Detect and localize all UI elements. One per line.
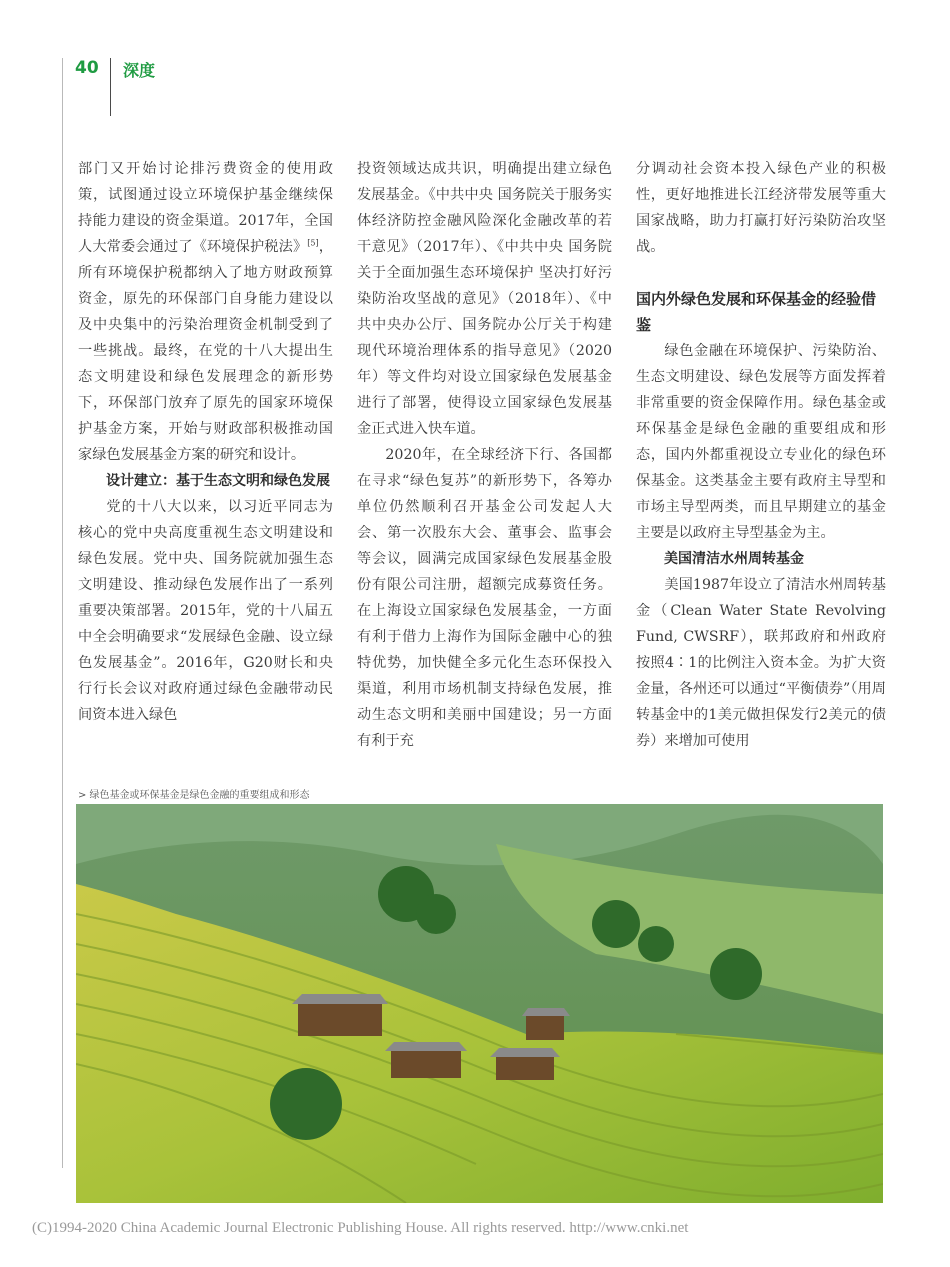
col1-paragraph-1: 部门又开始讨论排污费资金的使用政策，试图通过设立环境保护基金继续保持能力建设的资金渠道。2017年，全国人大常委会通过了《环境保护税法》[5]，所有环境保护税都纳入了地方财政预算资金，原先的环保部门自身能力建设以及中央集中的污染治理资金机制受到了一些挑战。最终，在党的十八大提出生态文明建设和绿色发展理念的新形势下，环保部门放弃了原先的国家环境保护基金方案，开始与财政部积极推动国家绿色发展基金方案的研究和设计。 — [78, 161, 333, 463]
header-divider — [110, 58, 111, 116]
col1-paragraph-2: 党的十八大以来，以习近平同志为核心的党中央高度重视生态文明建设和绿色发展。党中央、国务院就加强生态文明建设、推动绿色发展作出了一系列重要决策部署。2015年，党的十八届五中全会明确要求“发展绿色金融、设立绿色发展基金”。2016年，G20财长和央行行长会议对政府通过绿色金融带动民间资本进入绿色 — [78, 499, 333, 723]
col3-heading: 国内外绿色发展和环保基金的经验借鉴 — [636, 290, 877, 334]
col3-subheading: 美国清洁水州周转基金 — [664, 551, 804, 567]
col3-paragraph-1: 分调动社会资本投入绿色产业的积极性，更好地推进长江经济带发展等重大国家战略，助力打赢打好污染防治攻坚战。 — [636, 161, 886, 255]
column-3 — [636, 156, 886, 754]
col1-heading: 设计建立：基于生态文明和绿色发展 — [106, 473, 330, 489]
col2-paragraph-2: 2020年，在全球经济下行、各国都在寻求“绿色复苏”的新形势下，各筹办单位仍然顺利召开基金公司发起人大会、第一次股东大会、董事会、监事会等会议，圆满完成国家绿色发展基金股份有限公司注册，超额完成募资任务。在上海设立国家绿色发展基金，一方面有利于借力上海作为国际金融中心的独特优势，加快健全多元化生态环保投入渠道，利用市场机制支持绿色发展，推动生态文明和美丽中国建设；另一方面有利于充 — [357, 447, 612, 749]
photo-caption: > 绿色基金或环保基金是绿色金融的重要组成和形态 — [78, 790, 310, 801]
col3-paragraph-3: 美国1987年设立了清洁水州周转基金（Clean Water State Revolving Fund, CWSRF），联邦政府和州政府按照4∶1的比例注入资本金。为扩大资金量，各州还可以通过“平衡债券”（用周转基金中的1美元做担保发行2美元的债券）来增加可使用 — [636, 577, 886, 749]
terrace-photo — [76, 804, 883, 1203]
page-number: 40 — [75, 58, 99, 78]
column-1 — [78, 156, 333, 728]
margin-rule — [62, 58, 63, 1168]
column-2 — [357, 156, 612, 754]
col3-paragraph-2: 绿色金融在环境保护、污染防治、生态文明建设、绿色发展等方面发挥着非常重要的资金保障作用。绿色基金或环保基金是绿色金融的重要组成和形态，国内外都重视设立专业化的绿色环保基金。这类基金主要有政府主导型和市场主导型两类，而且早期建立的基金主要是以政府主导型基金为主。 — [636, 343, 886, 541]
reference-mark: [5] — [307, 238, 319, 248]
col2-paragraph-1: 投资领域达成共识，明确提出建立绿色发展基金。《中共中央 国务院关于服务实体经济防控金融风险深化金融改革的若干意见》（2017年）、《中共中央 国务院关于全面加强生态环境保护 坚决打好污染防治攻坚战的意见》（2018年）、《中共中央办公厅、国务院办公厅关于构建现代环境治理体系的指导意见》（2020年）等文件均对设立国家绿色发展基金进行了部署，使得设立国家绿色发展基金正式进入快车道。 — [357, 161, 612, 437]
section-title: 深度 — [123, 61, 156, 80]
copyright-footer: (C)1994-2020 China Academic Journal Electronic Publishing House. All rights reserved. http://www.cnki.net — [32, 1220, 689, 1236]
